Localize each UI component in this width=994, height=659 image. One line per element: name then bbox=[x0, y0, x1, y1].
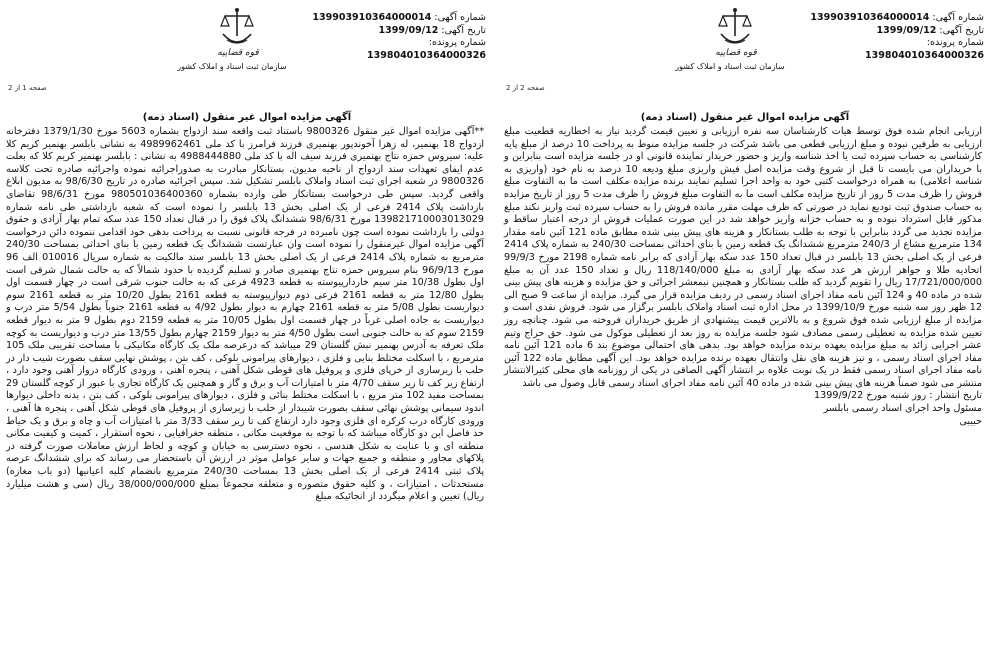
notice-number: 139903910364000014 bbox=[810, 12, 930, 23]
organization-name: سازمان ثبت اسناد و املاک کشور bbox=[675, 62, 785, 71]
file-number: 139804010364000326 bbox=[367, 49, 486, 61]
notice-title: آگهی مزایده اموال غیر منقول (اسناد ذمه) bbox=[142, 112, 352, 123]
notice-date-label: تاریخ آگهی: bbox=[441, 24, 486, 36]
page-indicator: صفحه 2 از 2 bbox=[506, 84, 545, 92]
notice-body bbox=[504, 126, 982, 428]
file-number-label: شماره پرونده: bbox=[926, 37, 984, 48]
file-number: 139804010364000326 bbox=[865, 49, 984, 61]
notice-body-text: **آگهی مزایده اموال غیر منقول 9800326 باستناد ثبت واقعه سند ازدواج بشماره 5603 مورخ 1379/1/30 دفترخانه ازدواج 18 بهنمیر، له زهرا آخوندپور بهنمیری فرزند فرامرز با کد ملی 4989962461 به نشانی بابلسر بهنمیر کریم کلا علیه: سیروس حمزه نتاج بهنمیری فرزند سیف اله با کد ملی 4988444880 به نشانی : بابلسر بهنمیر کریم کلا که بعلت عدم ایفای تعهدات سند ازدواج از ناحیه مدیون، بستانکار مبادرت به صدوراجرائیه نموده واجرائیه صادره تحت کلاسه 9800326 در شعبه اجرای ثبت اسناد واملاک بابلسر تشکیل شد. سپس اجرائیه صادره در تاریخ 98/6/30 به مدیون ابلاغ واقعی گردید. سپس طی درخواست بستانکار طی وارده بشماره 980501036400360 مورخ 98/6/31 تقاضای بازداشت پلاک 2414 فرعی از یک اصلی بخش 13 بابلسر را نموده است که شعبه بازداشتی طی نامه شماره 139821710003013029 مورخ 98/6/31 ششدانگ پلاک فوق را در قبال تعداد 150 عدد سکه تمام بهار آزادی و حقوق دولتی را بازداشت نموده است چون نامبرده در فرجه قانونی نسبت به پرداخت بدهی خود اقدامی ننموده دائن درخواست آگهی مزایده اموال غیرمنقول را نموده است وان عبارتست ششدانگ یک قطعه زمین با بنای احداثی بمساحت 240/30 مترمربع به شماره پلاک 2414 فرعی از یک اصلی بخش 13 بابلسر سند مالکیت به شماره سریال 010016 الف 96 مورخ 96/9/13 بنام سیروس حمزه نتاج بهنمیری صادر و تسلیم گردیده با حدود شمالاً که به حالت شمال شرقی است اول بطول 10/38 متر سیم خاردارپیوسته به قطعه 4923 فرعی که به حالت جنوب شرقی است در چهار قسمت اول بطول 12/80 متر به قطعه 2161 فرعی دوم دیوارپیوسته به قطعه 2161 بطول 10/20 متر به قطعه 2161 سوم دیواریست بطول 5/08 متر به قطعه 2161 چهارم به دیوار بطول 4/92 به قطعه 2161 جنوباً بطول 5/54 متر درب و دیواریست به جاده اصلی غرباً در چهار قسمت اول بطول 10/05 متر به قطعه 2159 دوم بطول 9 متر به دیوار قطعه 2159 سوم که به حالت جنوبی است بطول 4/50 متر به دیوار 2159 چهارم بطول 13/55 متر درب و دیواریست به کوچه ملک تعرفه به آدرس بهنمیر نبش گلستان 29 میباشد که درعرصه ملک یک کارگاه مکانیکی با مساحت تقریبی ملک 105 مترمربع ، با اسکلت مختلط بنایی و فلزی ، دیوارهای پیرامونی بلوکی ، کف بتن ، پوشش نهایی سقف بصورت شیب دار در حلب با زیرسازی از خرپای فلزی و پروفیل های قوطی شکل آهنی ، پنجره آهنی ، ورودی کارگاه درواز آهنی وجود دارد ، ارتفاع زیر کف تا زیر سقف 4/70 متر با امتیازات آب و برق و گاز و همچنین یک کارگاه تجاری با عبور از کوچه گلستان 29 بمساحت مفید 102 متر مربع ، با اسکلت مختلط بنائی و فلزی ، دیوارهای پیرامونی بلوکی ، کف بتن ، بدنه داخلی دیوارها اندود سیمانی پوشش نهائی سقف بصورت شیبدار از حلب با زیرسازی از پروفیل های قوطی شکل آهنی ، پنجره ها آهنی ، ورودی کارگاه درب کرکره ای فلزی وجود دارد ارتفاع کف تا زیر سقف 3/33 متر با امتیازات آب و چاه و برق و یک حیاط حد فاصل این دو کارگاه میباشد که با توجه به موقعیت مکانی ، منطقه جغرافیایی ، نحوه استقرار ، کمیت و کیفیت مکانی منطقه ای و با عنایت به شکل هندسی ، نحوه دسترسی به خیابان و کوچه و لحاظ ارزش معاملات صورت گرفته در پلاکهای مجاور و منطقه و جمیع جهات و سایر عوامل موثر در ارزش آن باستحضار می رساند که برای ششدانگ عرصه پلاک ثبتی 2414 فرعی از یک اصلی بخش 13 بمساحت 240/30 مترمربع بانضمام کلیه اعیانیها (دو باب مغازه) مستحدثات ، امتیازات ، و کلیه حقوق متصوره و متعلقه مجموعاً بمبلغ 38/000/000/000 ریال (سی و هشت میلیارد ریال) تعیین و اعلام میگردد از انجائیکه مبلغ bbox=[6, 126, 485, 503]
notice-number-label: شماره آگهی: bbox=[434, 12, 486, 23]
organization-name: سازمان ثبت اسناد و املاک کشور bbox=[177, 62, 287, 71]
notice-number: 139903910364000014 bbox=[312, 12, 432, 23]
notice-body-text: ارزیابی انجام شده فوق توسط هیات کارشناسان سه نفره ارزیابی و تعیین قیمت گردید نیاز به اخطاریه قطعیت مبلغ ارزیابی به طرفین نبوده و مبلغ ارزیابی قطعی می باشد شرکت در جلسه مزایده منوط به پرداخت 10 درصد از مبلغ پایه کارشناسی به حساب سپرده ثبت یا اخذ شناسه واریز و حضور خریدار نماینده قانونی او در جلسه مزایده است بنابراین و با خریداران می بایست تا قبل از شروع وقت مزایده اصل فیش واریزی مبلغ ودیعه 10 درصد به نام خود (واریزی به شناسه اعلامی) به همراه درخواست کتبی خود به واحد اجرا تسلیم نمایند برنده مزایده مکلف است ما به التفاوت مبلغ فروش را ظرف مدت 5 روز از تاریخ مزایده مکلف است ما به التفاوت مبلغ فروش را ظرف مدت 5 روز از تاریخ مزایده به حساب صندوق ثبت تودیع نماید در صورتی که ظرف مهلت مقرر مانده فروش را به حساب سپرده ثبت واریز نکند مبلغ مذکور قابل استرداد نبوده و به حساب خزانه واریز خواهد شد در این صورت عملیات فروش از درجه اعتبار ساقط و مزایده تجدید می گردد بنابراین با توجه به طلب بستانکار و هزینه های پیش بینی شده مطابق ماده 121 آئین نامه مقدار 134 مترمربع مشاع از 240/3 مترمربع ششدانگ یک قطعه زمین با بنای احداثی بمساحت 240/30 به شماره پلاک 2414 فرعی از یک اصلی بخش 13 بابلسر در قبال تعداد 150 عدد سکه بهار آزادی که برابر نامه شماره 2198 مورخ 99/9/3 اتحادیه طلا و جواهر ارزش هر عدد سکه بهار آزادی به مبلغ 118/140/000 ریال و تعداد 150 عدد آن به مبلغ 17/721/000/000 ریال را تقویم گردید که طلب بستانکار و همچنین نیمعشر اجرائی و حق مزایده و هزینه های پیش بینی شده در ماده 40 و 124 آئین نامه مفاد اجرای اسناد رسمی در ردیف مزایده قرار می گیرد. مزایده از ساعت 9 صبح الی 12 ظهر روز سه شنبه مورخ 1399/10/9 در محل اداره ثبت اسناد واملاک بابلسر برگزار می شود. فروش نقدی است و مزایده از مبلغ ارزیابی شده فوق شروع و به بالاترین قیمت پیشنهادی از طریق خریداران فروخته می شود. چنانچه روز تعیین شده مزایده به تعطیلی رسمی مصادف شود جلسه مزایده به روز بعد از تعطیلی موکول می شود. حق حراج وتیم عشر اجرایی زائد به مبلغ مزایده بعهده برنده مزایده خواهد بود. بدهی های احتمالی موضوع بند 6 ماده 121 آئین نامه مفاد اجرای اسناد رسمی ، و نیز هزینه های نقل وانتقال بعهده برنده مزایده خواهد بود. این آگهی مطابق ماده 122 آئین نامه مفاد اجرای اسناد رسمی فقط در یک نوبت علاوه بر انتشار آگهی الصاقی در یکی از روزنامه های محلی کثیرالانتشار منتشر می شود ضمناً هزینه های پیش بینی شده در ماده 40 آئین نامه مفاد اجرای اسناد رسمی قابل وصول می باشد bbox=[504, 126, 983, 389]
notice-page-1 bbox=[2, 0, 492, 659]
signatory-name: حبیبی bbox=[959, 415, 982, 427]
page-header bbox=[500, 0, 990, 108]
emblem-caption: قوه قضاییه bbox=[715, 48, 757, 58]
notice-date: 1399/09/12 bbox=[876, 24, 937, 36]
notice-date-label: تاریخ آگهی: bbox=[939, 24, 984, 36]
notice-meta bbox=[810, 12, 984, 62]
notice-meta bbox=[312, 12, 486, 62]
judiciary-emblem-icon bbox=[217, 6, 257, 50]
notice-date: 1399/09/12 bbox=[378, 24, 439, 36]
judiciary-emblem-icon bbox=[715, 6, 755, 50]
notice-number-label: شماره آگهی: bbox=[932, 12, 984, 23]
signatory-title: مسئول واحد اجرای اسناد رسمی بابلسر bbox=[823, 403, 982, 415]
notice-body bbox=[6, 126, 484, 504]
page-indicator: صفحه 1 از 2 bbox=[8, 84, 47, 92]
publish-date: تاریخ انتشار : روز شنبه مورخ 1399/9/22 bbox=[814, 390, 982, 402]
notice-page-2 bbox=[500, 0, 990, 659]
page-header bbox=[2, 0, 492, 108]
emblem-caption: قوه قضاییه bbox=[217, 48, 259, 58]
notice-title: آگهی مزایده اموال غیر منقول (اسناد ذمه) bbox=[640, 112, 850, 123]
file-number-label: شماره پرونده: bbox=[428, 37, 486, 48]
